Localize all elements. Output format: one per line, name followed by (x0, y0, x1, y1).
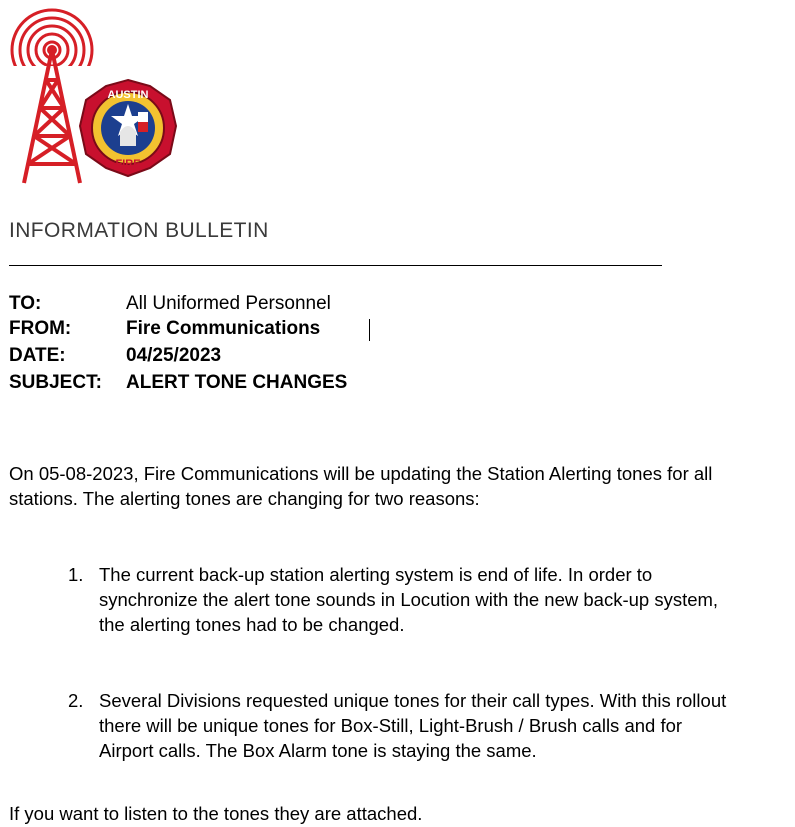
date-label: DATE: (9, 345, 66, 366)
austin-fire-logo (10, 8, 180, 188)
logo-text-bottom: FIRE (115, 158, 141, 170)
list-line: there will be unique tones for Box-Still, Light-Brush / Brush calls and for (99, 715, 683, 736)
text-cursor (369, 319, 370, 341)
list-line: Several Divisions requested unique tones for their call types. With this rollout (99, 690, 727, 711)
list-line: synchronize the alert tone sounds in Locution with the new back-up system, (99, 589, 719, 610)
list-line: the alerting tones had to be changed. (99, 614, 405, 635)
intro-line-2: stations. The alerting tones are changing for two reasons: (9, 488, 480, 509)
from-label: FROM: (9, 318, 72, 339)
logo-text-top: AUSTIN (107, 89, 149, 101)
subject-value: ALERT TONE CHANGES (126, 372, 348, 393)
subject-label: SUBJECT: (9, 372, 102, 393)
list-line: The current back-up station alerting system is end of life. In order to (99, 564, 653, 585)
to-value: All Uniformed Personnel (126, 293, 331, 314)
to-label: TO: (9, 293, 42, 314)
from-value: Fire Communications (126, 318, 321, 339)
list-text (99, 562, 783, 637)
closing-line: If you want to listen to the tones they are attached. (9, 803, 423, 824)
list-number: 1. (68, 564, 84, 585)
intro-line-1: On 05-08-2023, Fire Communications will be updating the Station Alerting tones for all (9, 463, 713, 484)
list-line: Airport calls. The Box Alarm tone is staying the same. (99, 740, 537, 761)
list-number: 2. (68, 690, 84, 711)
title-divider (9, 265, 662, 266)
bulletin-title: INFORMATION BULLETIN (9, 219, 269, 242)
date-value: 04/25/2023 (126, 345, 222, 366)
list-text (99, 688, 783, 763)
